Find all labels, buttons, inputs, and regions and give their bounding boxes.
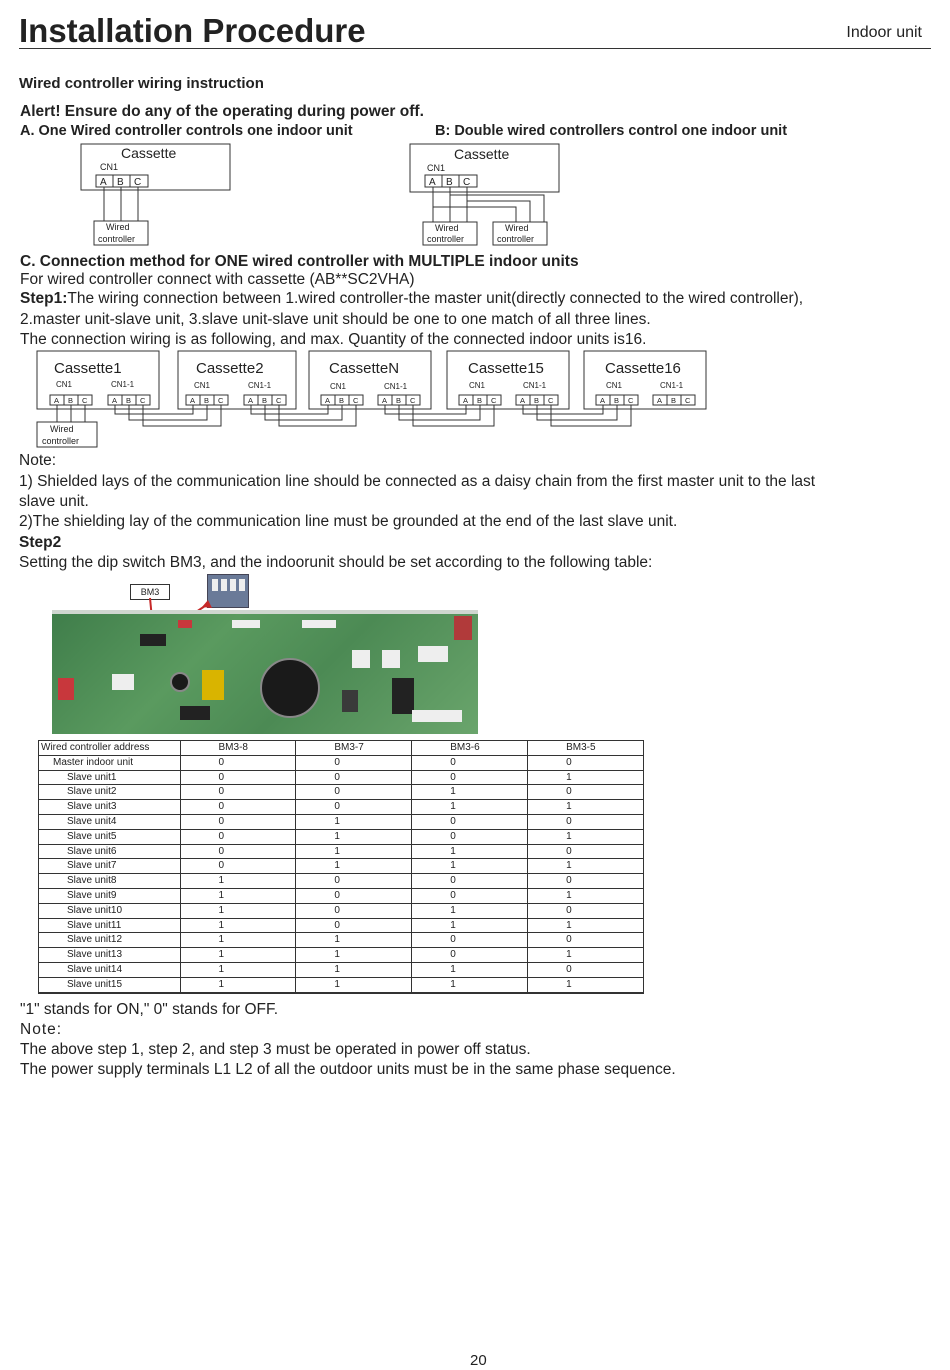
dip-value: 1	[528, 918, 644, 933]
dip-value: 0	[180, 859, 296, 874]
dip-value: 0	[528, 844, 644, 859]
svg-text:C: C	[548, 396, 554, 405]
dip-value: 1	[180, 948, 296, 963]
unit-title-2: Cassette2	[196, 360, 264, 377]
svg-text:B: B	[396, 396, 402, 405]
table-header-row	[39, 741, 644, 756]
dip-value: 0	[296, 800, 412, 815]
dip-value: 1	[180, 888, 296, 903]
table-row	[39, 755, 644, 770]
dip-value: 1	[296, 814, 412, 829]
svg-text:C: C	[218, 396, 224, 405]
method-c-line4: The connection wiring is as following, and max. Quantity of the connected indoor units is16.	[20, 331, 647, 348]
dip-value: 0	[296, 770, 412, 785]
unit-cn-right-16: CN1-1	[660, 381, 684, 390]
dip-value: 1	[180, 903, 296, 918]
dip-setting-table	[38, 740, 644, 994]
footer-note-2: The power supply terminals L1 L2 of all the outdoor units must be in the same phase sequence.	[20, 1061, 676, 1078]
note-1-cont: slave unit.	[19, 493, 89, 510]
method-c-line1: For wired controller connect with cassette (AB**SC2VHA)	[20, 271, 415, 288]
dip-value: 1	[412, 903, 528, 918]
svg-text:B: B	[262, 396, 268, 405]
svg-text:B: B	[534, 396, 540, 405]
unit-cn-right-n: CN1-1	[384, 382, 408, 391]
method-c-heading: C. Connection method for ONE wired controller with MULTIPLE indoor units	[20, 253, 579, 270]
unit-cn-left-15: CN1	[469, 381, 486, 390]
note-label: Note:	[19, 452, 57, 469]
dip-value: 1	[296, 859, 412, 874]
dip-value: 1	[412, 844, 528, 859]
row-label: Slave unit11	[39, 918, 181, 933]
svg-text:C: C	[410, 396, 416, 405]
dip-value: 0	[412, 874, 528, 889]
legend-text: "1" stands for ON," 0" stands for OFF.	[20, 1001, 279, 1018]
dip-value: 0	[412, 770, 528, 785]
table-row	[39, 770, 644, 785]
wired-label: Wired	[50, 424, 74, 434]
row-label: Slave unit4	[39, 814, 181, 829]
dip-value: 0	[528, 814, 644, 829]
dip-value: 1	[528, 888, 644, 903]
controller-label: controller	[427, 234, 465, 244]
row-label: Slave unit2	[39, 785, 181, 800]
terminal-a: A	[429, 177, 436, 188]
row-label: Slave unit10	[39, 903, 181, 918]
table-row	[39, 800, 644, 815]
table-row	[39, 814, 644, 829]
svg-text:A: A	[657, 396, 663, 405]
dip-value: 0	[296, 918, 412, 933]
table-row	[39, 977, 644, 992]
dip-value: 1	[296, 962, 412, 977]
dip-value: 0	[296, 785, 412, 800]
wired-label: Wired	[106, 222, 130, 232]
table-row	[39, 962, 644, 977]
table-row	[39, 844, 644, 859]
svg-text:A: A	[382, 396, 388, 405]
dip-value: 1	[412, 800, 528, 815]
svg-text:A: A	[248, 396, 254, 405]
svg-text:C: C	[491, 396, 497, 405]
dip-value: 1	[528, 829, 644, 844]
row-label: Slave unit13	[39, 948, 181, 963]
section-label: Indoor unit	[846, 24, 922, 41]
step1-text: The wiring connection between 1.wired controller-the master unit(directly connected to the wired controller),	[67, 290, 804, 307]
dip-value: 0	[180, 814, 296, 829]
unit-cn-left-16: CN1	[606, 381, 623, 390]
dip-value: 0	[180, 800, 296, 815]
wiring-heading: Wired controller wiring instruction	[19, 75, 264, 92]
row-label: Slave unit8	[39, 874, 181, 889]
dip-value: 0	[412, 814, 528, 829]
unit-title-n: CassetteN	[329, 360, 400, 377]
table-row	[39, 918, 644, 933]
dip-value: 1	[180, 962, 296, 977]
dip-value: 1	[296, 933, 412, 948]
dip-value: 0	[180, 755, 296, 770]
dip-value: 0	[296, 903, 412, 918]
dip-value: 1	[528, 948, 644, 963]
unit-title-15: Cassette15	[468, 360, 544, 377]
unit-cn-left-n: CN1	[330, 382, 347, 391]
dip-value: 1	[412, 785, 528, 800]
table-row	[39, 903, 644, 918]
header-bm3-7: BM3-7	[296, 741, 412, 756]
dip-value: 1	[528, 977, 644, 992]
header-rule	[19, 48, 931, 49]
dip-value: 0	[412, 755, 528, 770]
dip-value: 0	[528, 903, 644, 918]
diagram-a	[80, 144, 240, 248]
dip-value: 0	[412, 888, 528, 903]
dip-value: 1	[180, 874, 296, 889]
unit-title-16: Cassette16	[605, 360, 681, 377]
dip-value: 1	[180, 977, 296, 992]
dip-value: 0	[412, 933, 528, 948]
dip-value: 0	[180, 785, 296, 800]
diagram-c	[36, 350, 716, 450]
header-bm3-8: BM3-8	[180, 741, 296, 756]
dip-value: 1	[412, 918, 528, 933]
svg-text:A: A	[600, 396, 606, 405]
dip-value: 1	[296, 948, 412, 963]
svg-text:C: C	[82, 396, 88, 405]
svg-text:A: A	[190, 396, 196, 405]
svg-text:C: C	[140, 396, 146, 405]
dip-value: 0	[528, 874, 644, 889]
row-label: Slave unit3	[39, 800, 181, 815]
svg-text:C: C	[628, 396, 634, 405]
row-label: Slave unit5	[39, 829, 181, 844]
dip-value: 1	[412, 962, 528, 977]
dip-value: 0	[412, 948, 528, 963]
method-c-line3: 2.master unit-slave unit, 3.slave unit-slave unit should be one to one match of all three lines.	[20, 311, 651, 328]
dip-value: 0	[296, 874, 412, 889]
dip-value: 1	[180, 918, 296, 933]
svg-text:B: B	[68, 396, 74, 405]
step2-text: Setting the dip switch BM3, and the indoorunit should be set according to the following table:	[19, 554, 653, 571]
row-label: Slave unit7	[39, 859, 181, 874]
terminal-b: B	[117, 177, 124, 188]
terminal-c: C	[134, 177, 142, 188]
terminal-c: C	[463, 177, 471, 188]
step1-paragraph	[20, 290, 803, 308]
note-1: 1) Shielded lays of the communication line should be connected as a daisy chain from the first master unit to the last	[19, 473, 816, 490]
page-number: 20	[470, 1352, 487, 1369]
footer-note-1: The above step 1, step 2, and step 3 must be operated in power off status.	[20, 1041, 531, 1058]
row-label: Master indoor unit	[39, 755, 181, 770]
option-a-heading: A. One Wired controller controls one indoor unit	[20, 123, 353, 139]
dip-value: 0	[528, 755, 644, 770]
cn1-label: CN1	[100, 162, 119, 172]
footer-note-label: Note:	[20, 1021, 63, 1038]
dip-value: 1	[528, 800, 644, 815]
unit-cn-right-2: CN1-1	[248, 381, 272, 390]
dip-value: 0	[528, 933, 644, 948]
controller-label-2: controller	[497, 234, 535, 244]
svg-text:A: A	[112, 396, 118, 405]
dip-value: 1	[412, 977, 528, 992]
svg-text:A: A	[520, 396, 526, 405]
unit-cn-right-1: CN1-1	[111, 380, 135, 389]
table-row	[39, 948, 644, 963]
dip-value: 0	[180, 770, 296, 785]
controller-label: controller	[42, 436, 80, 446]
wired-label: Wired	[435, 223, 459, 233]
svg-text:A: A	[54, 396, 60, 405]
dip-value: 1	[528, 859, 644, 874]
table-row	[39, 829, 644, 844]
header-bm3-5: BM3-5	[528, 741, 644, 756]
dip-value: 0	[296, 755, 412, 770]
wired-label-2: Wired	[505, 223, 529, 233]
cn1-label: CN1	[427, 163, 446, 173]
svg-text:B: B	[126, 396, 132, 405]
table-row	[39, 785, 644, 800]
dip-value: 1	[528, 770, 644, 785]
header-bm3-6: BM3-6	[412, 741, 528, 756]
unit-title-1: Cassette1	[54, 360, 122, 377]
dip-value: 0	[528, 785, 644, 800]
table-row	[39, 874, 644, 889]
unit-cn-left-2: CN1	[194, 381, 211, 390]
step1-label: Step1:	[20, 290, 68, 307]
svg-text:B: B	[204, 396, 210, 405]
alert-text: Alert! Ensure do any of the operating during power off.	[20, 103, 424, 120]
dip-value: 0	[296, 888, 412, 903]
dip-value: 1	[296, 844, 412, 859]
note-2: 2)The shielding lay of the communication line must be grounded at the end of the last slave unit.	[19, 513, 678, 530]
dip-value: 0	[412, 829, 528, 844]
cassette-label: Cassette	[454, 146, 510, 162]
svg-text:B: B	[339, 396, 345, 405]
diagram-b	[409, 144, 559, 248]
dip-value: 1	[296, 829, 412, 844]
table-row	[39, 859, 644, 874]
chain-wires	[57, 405, 631, 426]
terminal-a: A	[100, 177, 107, 188]
pcb-photo	[52, 610, 478, 734]
svg-text:A: A	[325, 396, 331, 405]
svg-text:B: B	[477, 396, 483, 405]
row-label: Slave unit9	[39, 888, 181, 903]
bm3-tag: BM3	[130, 584, 170, 600]
terminal-b: B	[446, 177, 453, 188]
option-b-heading: B: Double wired controllers control one indoor unit	[435, 123, 788, 139]
terminal-blocks	[50, 395, 695, 405]
svg-text:C: C	[685, 396, 691, 405]
row-label: Slave unit6	[39, 844, 181, 859]
header-address: Wired controller address	[39, 741, 181, 756]
dip-value: 0	[180, 844, 296, 859]
cassette-label: Cassette	[121, 145, 177, 161]
unit-cn-left-1: CN1	[56, 380, 73, 389]
dip-value: 1	[412, 859, 528, 874]
dip-value: 0	[180, 829, 296, 844]
step2-label: Step2	[19, 534, 62, 551]
svg-text:B: B	[614, 396, 620, 405]
row-label: Slave unit1	[39, 770, 181, 785]
row-label: Slave unit15	[39, 977, 181, 992]
row-label: Slave unit12	[39, 933, 181, 948]
table-row	[39, 933, 644, 948]
svg-text:B: B	[671, 396, 677, 405]
row-label: Slave unit14	[39, 962, 181, 977]
svg-text:C: C	[276, 396, 282, 405]
table-row	[39, 888, 644, 903]
svg-text:A: A	[463, 396, 469, 405]
controller-label: controller	[98, 234, 136, 244]
unit-cn-right-15: CN1-1	[523, 381, 547, 390]
svg-text:C: C	[353, 396, 359, 405]
dip-value: 1	[296, 977, 412, 992]
page-title: Installation Procedure	[19, 12, 366, 49]
dip-value: 0	[528, 962, 644, 977]
dip-value: 1	[180, 933, 296, 948]
